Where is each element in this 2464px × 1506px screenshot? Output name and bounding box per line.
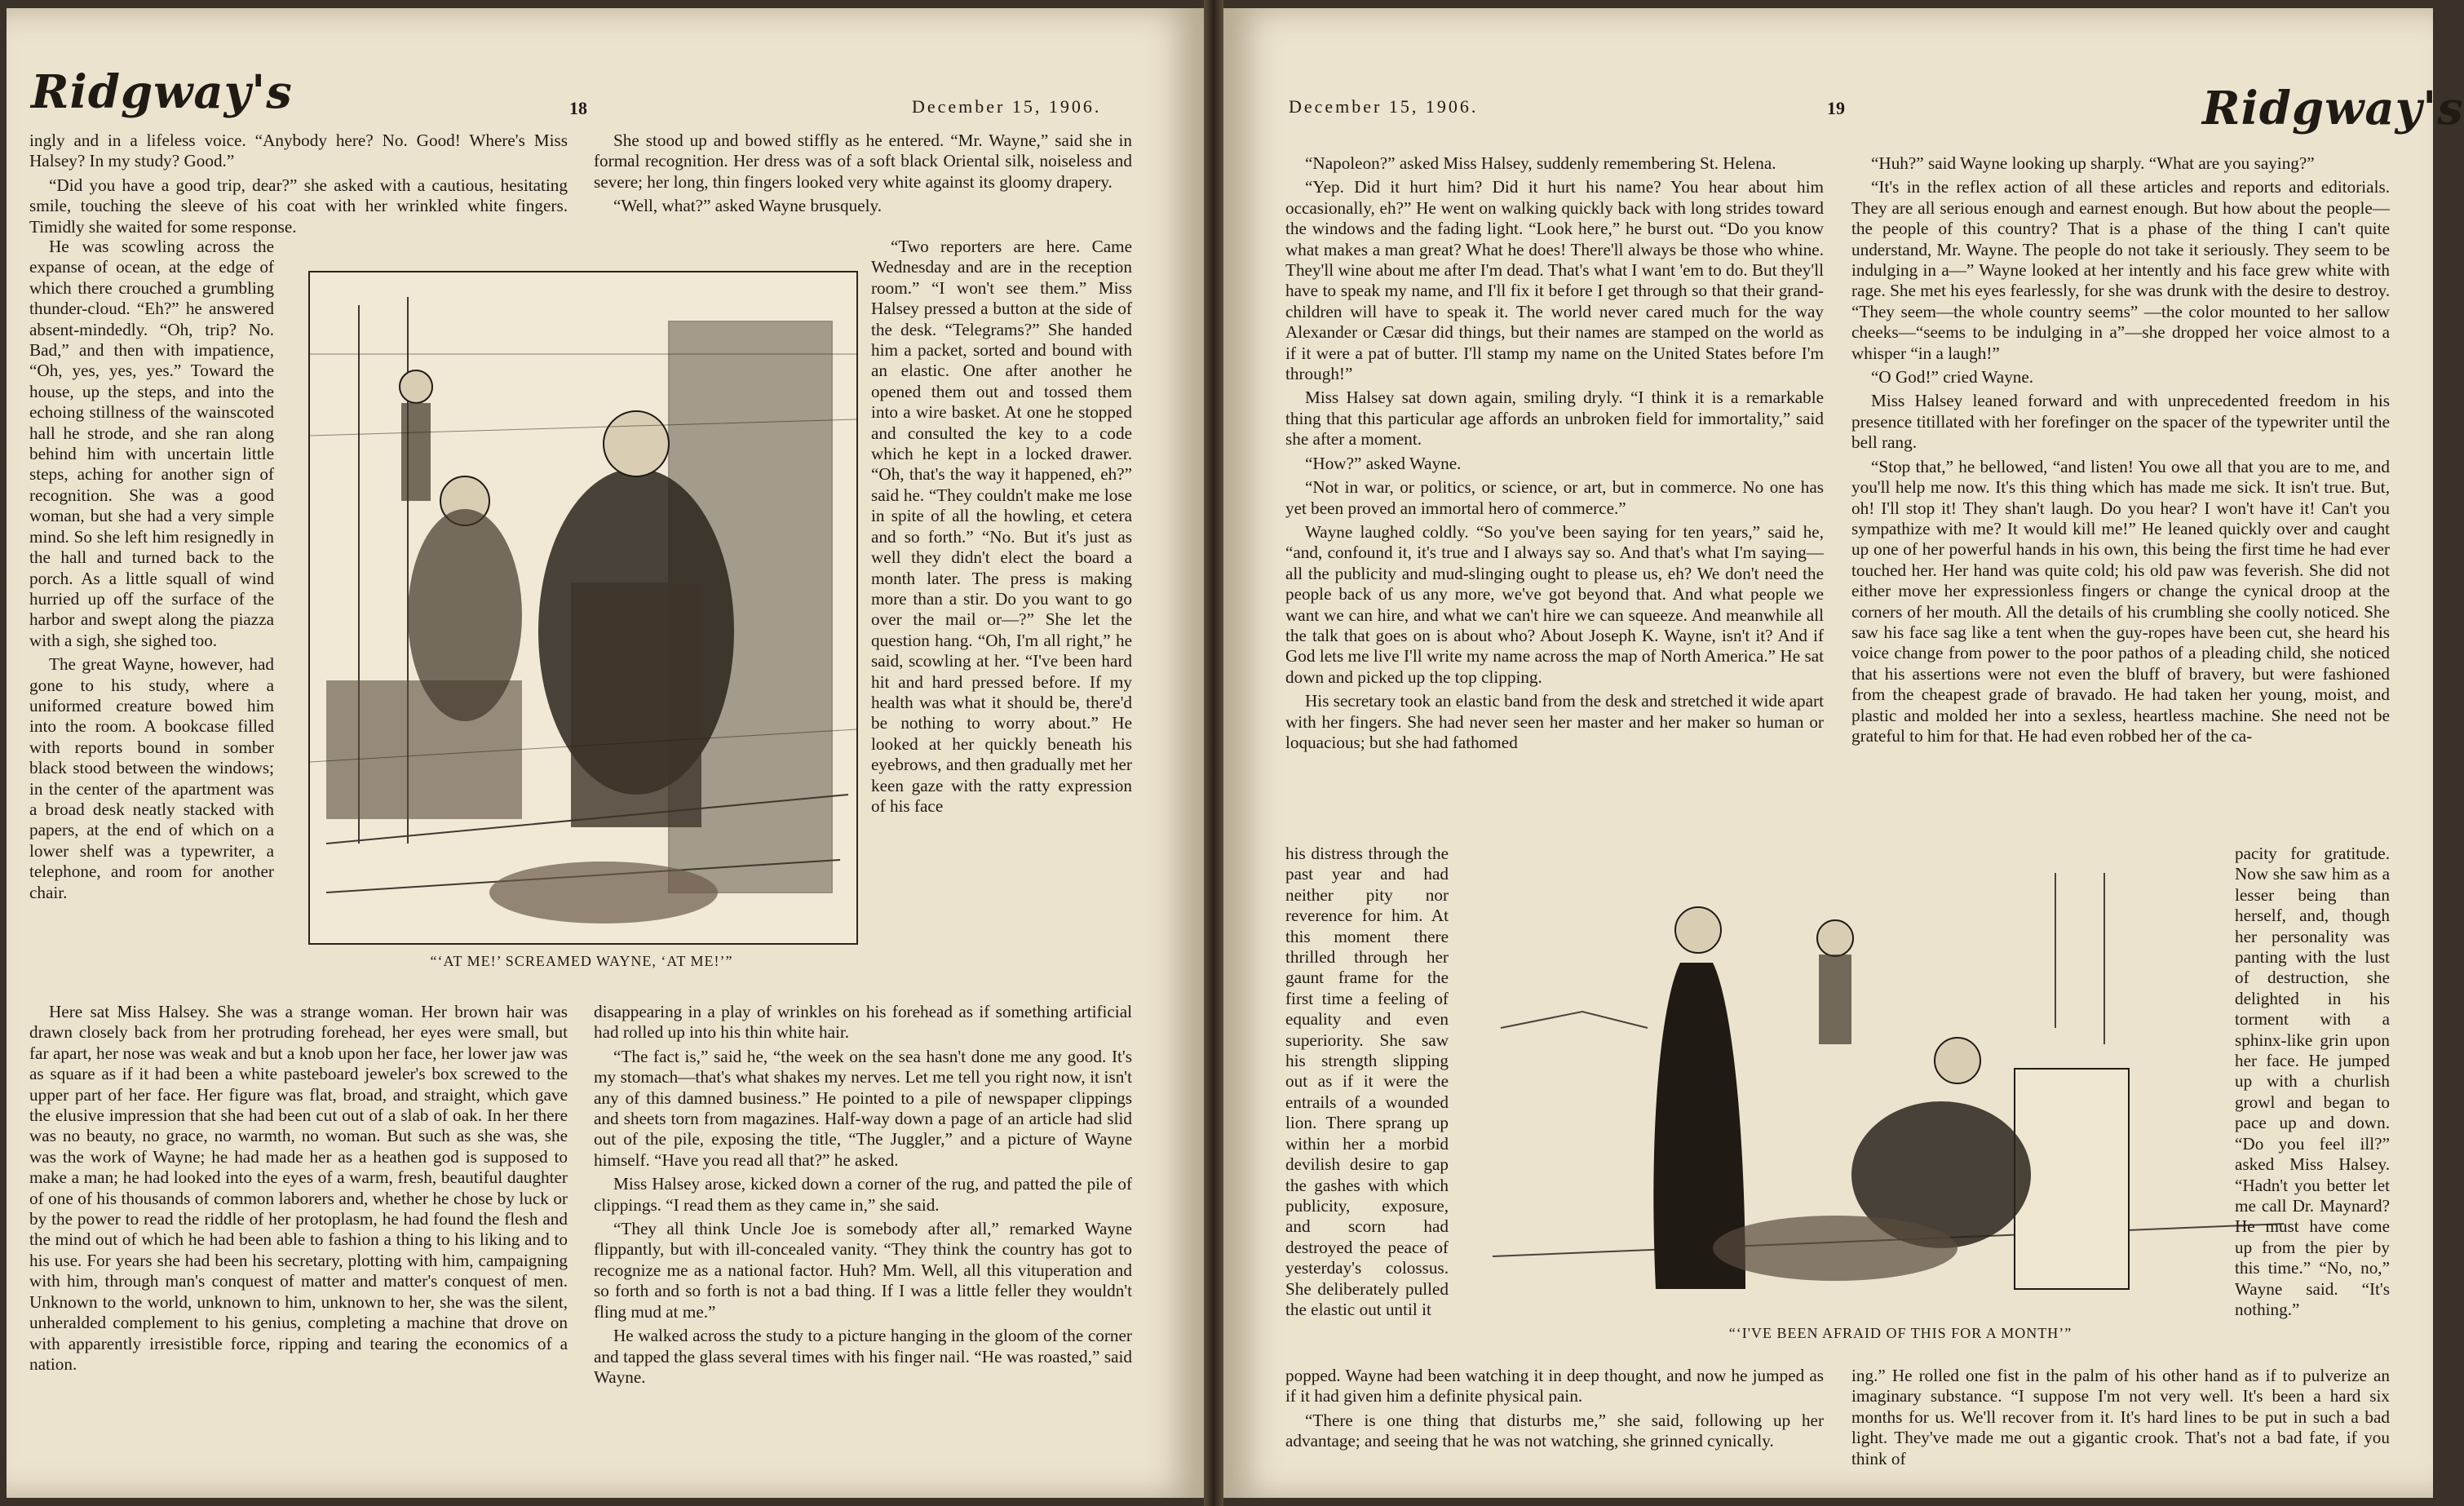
left-col1-top: [29, 131, 568, 241]
paragraph: His secretary took an elastic band from the desk and stretched it wide apart with her fingers. She had never seen her master and her maker so human or loquacious; but she had fathomed: [1285, 691, 1824, 752]
paragraph: “Huh?” said Wayne looking up sharply. “What are you saying?”: [1871, 153, 2315, 173]
paragraph: disappearing in a play of wrinkles on his forehead as if something artificial had rolled up into his thin white hair.: [594, 1002, 1132, 1043]
paragraph: “Well, what?” asked Wayne brusquely.: [613, 196, 882, 216]
paragraph: “The fact is,” said he, “the week on the sea hasn't done me any good. It's my stomach—that's what shakes my nerves. Let me tell you right now, it isn't any of this damned business.” He pointed to a pile of newspaper clippings and sheets torn from magazines. Half-way down a page of an article had slid out of the pile, exposing the title, “The Juggler,” and a picture of Wayne himself. “Have you read all that?” he asked.: [594, 1046, 1132, 1170]
paragraph: Miss Halsey arose, kicked down a corner of the rug, and patted the pile of clippings. “I read them as they came in,” she said.: [594, 1174, 1132, 1215]
left-col2-top: [594, 131, 1132, 220]
paragraph: “There is one thing that disturbs me,” she said, following up her advantage; and seeing that he was not watching, she grinned cynically.: [1285, 1410, 1824, 1451]
paragraph: “Not in war, or politics, or science, or art, but in commerce. No one has yet been proved an immortal hero of commerce.”: [1285, 477, 1824, 518]
left-col2-wrap: [871, 237, 1132, 817]
paragraph: He was scowling across the expanse of ocean, at the edge of which there crouched a grumbling thunder-cloud. “Eh?” he answered absent-mindedly. “Oh, trip? No. Bad,” and then with impatience, “Oh, yes, yes, yes.” Toward the house, up the steps, and into the echoing stillness of the wainscoted hall he strode, and she ran along behind him with uncertain little steps, aching for another sign of recognition. She was a good woman, but she had a very simple mind. So she left him resignedly in the hall and turned back to the porch. As a little squall of wind hurried up off the surface of the harbor and swept along the piazza with a sigh, she sighed too.: [29, 237, 274, 650]
left-col1-wrap: [29, 237, 274, 903]
right-page-number: 19: [1827, 98, 1845, 118]
paragraph: “Yep. Did it hurt him? Did it hurt his name? You hear about him occasionally, eh?” He went on walking quickly back with long strides toward the windows and the fading light. “Look here,” he burst out. “Do you know what makes a man great? What he does! There'll always be those who whine. They'll wine about me after I'm dead. That's what I want 'em to do. But they'll have to speak my name, and I'll fix it before I get through so that their grand-children will have to speak it. The world never cared much for the way Alexander or Cæsar did things, but their names are stamped on the world as if it were a pat of butter. I'll stamp my name on the United States before I'm through!”: [1285, 177, 1824, 384]
paragraph: popped. Wayne had been watching it in deep thought, and now he jumped as if it had given him a definite physical pain.: [1285, 1366, 1824, 1406]
left-page-number: 18: [569, 98, 587, 118]
paragraph: “Stop that,” he bellowed, “and listen! You owe all that you are to me, and you'll help me now. It's this thing which has made me sick. It isn't true. But, oh! I'll stop it! They shan't laugh. Do you hear? I won't have it! Can't you sympathize with me? It would kill me!” He leaned quickly over and caught up one of her powerful hands in his own, this being the first time he had ever touched her. Her hand was quite cold; his old paw was feverish. She did not either move her expressionless fingers or change the cynical droop at the corners of her mouth. All the details of his crumbling she coolly noticed. She saw his face sag like a tent when the guy-ropes have been cut, she heard his voice change from power to the poor pathos of a pleading child, she noticed that his assertions were not even the bluff of bravery, but were fashioned from the cheapest grade of bravado. He had taken her young, moist, and plastic and molded her into a sexless, heartless machine. She need not be grateful to him for that. He had even robbed her of the ca-: [1851, 456, 2390, 746]
paragraph: ing.” He rolled one fist in the palm of his other hand as if to pulverize an imaginary substance. “I suppose I'm not very well. It's been a hard six months for us. We'll recover from it. It's hard lines to be put in such a bad light. They've made me out a gigantic crook. That's not a bad fate, if you think of: [1851, 1366, 2390, 1468]
right-page: [1223, 8, 2464, 1498]
paragraph: “O God!” cried Wayne.: [1871, 367, 2034, 388]
paragraph: She stood up and bowed stiffly as he entered. “Mr. Wayne,” said she in formal recognition. Her dress was of a soft black Oriental silk, noiseless and severe; her long, thin fingers looked very white against its gloomy drapery.: [594, 131, 1132, 192]
paragraph: “It's in the reflex action of all these articles and reports and editorials. They are all serious enough and earnest enough. But how about the people—the people of this country? That is a phase of the thing I can't quite understand, Mr. Wayne. The people do not take it seriously. They seem to be indulging in a—” Wayne looked at her intently and his face grew white with rage. She met his eyes fearlessly, for she was drunk with the desire to destroy. “They seem—the whole country seems” —the color mounted to her sallow cheeks—“seems to be indulging in a”—she dropped her voice almost to a whisper “in a laugh!”: [1851, 177, 2390, 363]
right-col2-wrap: [2235, 844, 2390, 1320]
paragraph: pacity for gratitude. Now she saw him as a lesser being than herself, and, though her personality was panting with the lust of destruction, she delighted in his torment with a sphinx-like grin upon her face. He jumped up with a churlish growl and began to pace up and down. “Do you feel ill?” asked Miss Halsey. “Hadn't you better let me call Dr. Maynard? He must have come up from the pier by this time.” “No, no,” Wayne said. “It's nothing.”: [2235, 844, 2390, 1319]
illustration-drawing: [310, 272, 856, 943]
paragraph: He walked across the study to a picture hanging in the gloom of the corner and tapped the glass several times with his finger nail. “He was roasted,” said Wayne.: [594, 1326, 1132, 1387]
right-col1-wrap: [1285, 844, 1449, 1320]
paragraph: “Did you have a good trip, dear?” she asked with a cautious, hesitating smile, touching the sleeve of his coat with her wrinkled white fingers. Timidly she waited for some response.: [29, 175, 568, 237]
left-masthead: Ridgway's: [31, 65, 293, 119]
right-col2-bottom: [1851, 1366, 2390, 1473]
right-col1-bottom: [1285, 1366, 1824, 1455]
right-masthead: Ridgway's: [2202, 82, 2464, 135]
illustration-halsey-standing: [1484, 865, 2300, 1322]
left-col2-bottom: [594, 1002, 1132, 1391]
paragraph: Miss Halsey leaned forward and with unprecedented freedom in his presence titillated with her forefinger on the spacer of the typewriter until the bell rang.: [1851, 391, 2390, 453]
illustration-wayne-at-desk: [308, 271, 858, 945]
left-dateline: December 15, 1906.: [912, 96, 1102, 117]
paragraph: Here sat Miss Halsey. She was a strange woman. Her brown hair was drawn closely back from her protruding forehead, her eyes were small, but far apart, her nose was weak and but a knob upon her face, her lower jaw was as square as if it had been a white pasteboard jeweler's box screwed to the upper part of her face. Her figure was flat, broad, and straight, which gave the elusive impression that she had been cut out of a slab of oak. In her there was no beauty, no grace, no warmth, no woman. But such as she was, she was the work of Wayne; he had made her as a heathen god is supposed to make a man; he had looked into the eyes of a warm, fresh, beautiful daughter of one of his thousands of common laborers and, whether he chose by luck or by the power to read the riddle of her protoplasm, he had found the flesh and the mind out of which he had been able to fashion a thing to his liking and to his use. For years she had been his secretary, plotting with him, campaigning with him, through man's conquest of matter and matter's conquest of men. Unknown to the world, unknown to him, unknown to her, she was the silent, unheralded complement to his genius, completing a machine that drove on with apparently irresistible force, ripping and tearing the economics of a nation.: [29, 1002, 568, 1374]
paragraph: The great Wayne, however, had gone to his study, where a uniformed creature bowed him into the room. A bookcase filled with reports bound in somber black stood between the windows; in the center of the apartment was a broad desk neatly stacked with papers, at the end of which on a lower shelf was a typewriter, a telephone, and room for another chair.: [29, 654, 274, 902]
right-dateline: December 15, 1906.: [1289, 96, 1479, 117]
paragraph: ingly and in a lifeless voice. “Anybody here? No. Good! Where's Miss Halsey? In my study? Good.”: [29, 131, 568, 171]
right-col1-top: [1285, 153, 1824, 756]
illustration-drawing: [1484, 865, 2300, 1322]
paragraph: “They all think Uncle Joe is somebody after all,” remarked Wayne flippantly, but with ill-concealed vanity. “They think the country has got to recognize me as a national factor. Huh? Mm. Well, all this vituperation and so forth and so forth is not a bad thing. If I was a little feller they wouldn't fling mud at me.”: [594, 1219, 1132, 1322]
right-illustration-caption: “‘I'VE BEEN AFRAID OF THIS FOR A MONTH’”: [1728, 1325, 2073, 1341]
right-col2-top: [1851, 153, 2390, 750]
paragraph: Miss Halsey sat down again, smiling dryly. “I think it is a remarkable thing that this particular age affords an unbroken field for immortality,” said she after a moment.: [1285, 388, 1824, 450]
paragraph: “Two reporters are here. Came Wednesday and are in the reception room.” “I won't see them.” Miss Halsey pressed a button at the side of the desk. “Telegrams?” She handed him a packet, sorted and bound with an elastic. One after another he opened them out and tossed them into a wire basket. At one he stopped and consulted the key to a code which he kept in a locked drawer. “Oh, that's the way it happened, eh?” said he. “They couldn't make me lose in spite of all the howling, et cetera and so forth.” “No. But it's just as well they didn't elect the board a month later. The press is making more than a stir. Do you want to go over the mail or—?” She let the question hang. “Oh, I'm all right,” he said, scowling at her. “I've been hard hit and hard pressed before. If my health was what it should be, there'd be nothing to worry about.” He looked at her quickly beneath his eyebrows, and then gradually met her keen gaze with the ratty expression of his face: [871, 237, 1132, 816]
left-col1-bottom: [29, 1002, 568, 1378]
left-page: [7, 8, 1204, 1498]
paragraph: Wayne laughed coldly. “So you've been saying for ten years,” said he, “and, confound it, it's true and I always say so. And that's what I'm saying—all the publicity and mud-slinging ought to please us, eh? We don't need the people back of us any more, we've got beyond that. And what people we want we can hire, and what we can't hire we can squeeze. And meanwhile all the talk that goes on is about who? About Joseph K. Wayne, isn't it? And if God lets me live I'll write my name across the map of North America.” He sat down and picked up the top clipping.: [1285, 521, 1824, 687]
paragraph: his distress through the past year and had neither pity nor reverence for him. At this moment there thrilled through her gaunt frame for the first time a feeling of equality and even superiority. She saw his strength slipping out as if it were the entrails of a wounded lion. There sprang up within her a morbid devilish desire to gap the gashes with which publicity, exposure, and scorn had destroyed the peace of yesterday's colossus. She deliberately pulled the elastic out until it: [1285, 844, 1449, 1319]
left-illustration-caption: “‘AT ME!’ SCREAMED WAYNE, ‘AT ME!’”: [430, 953, 733, 969]
book-gutter: [1204, 0, 1223, 1506]
paragraph: “Napoleon?” asked Miss Halsey, suddenly remembering St. Helena.: [1305, 153, 1776, 173]
paragraph: “How?” asked Wayne.: [1305, 453, 1462, 473]
